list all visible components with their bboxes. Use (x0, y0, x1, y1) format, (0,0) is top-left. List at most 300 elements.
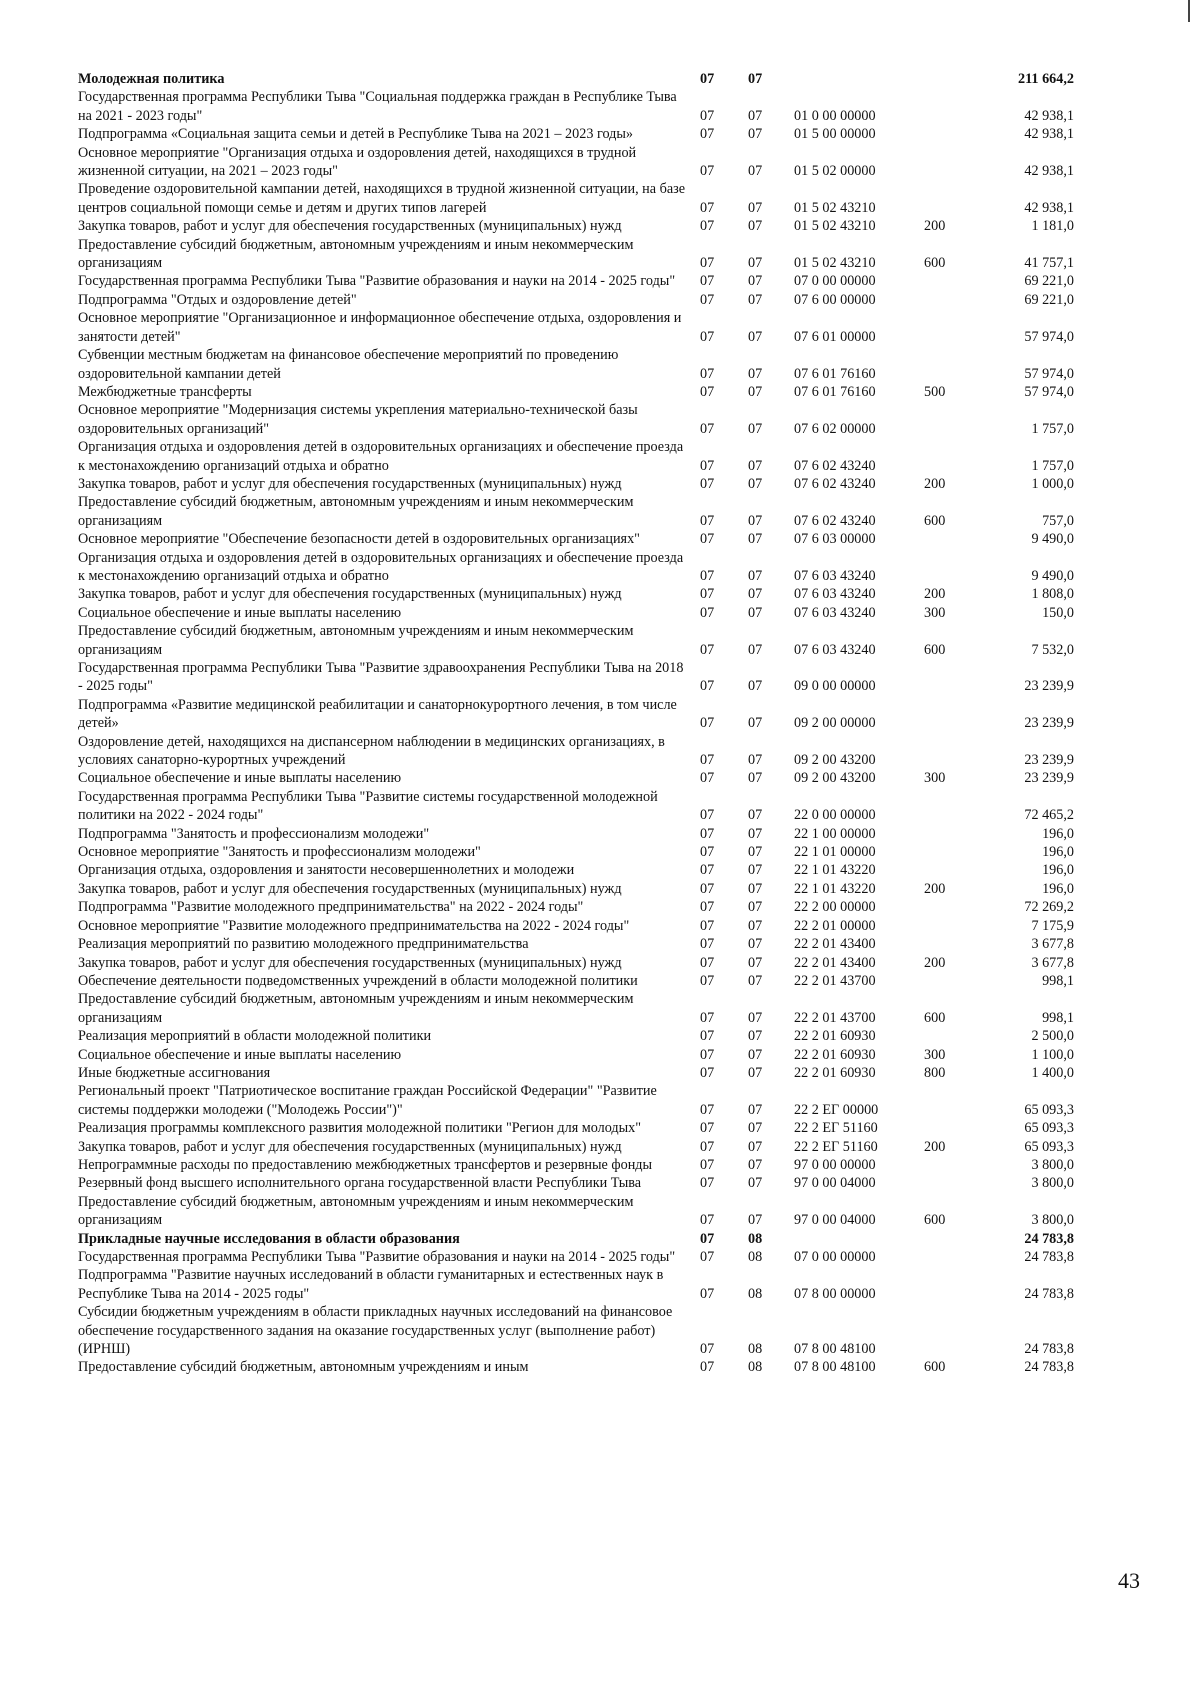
row-section-cell: 07 (700, 328, 715, 345)
row-section-cell: 07 (700, 1359, 715, 1376)
table-row (78, 972, 1128, 990)
table-row (78, 309, 1128, 346)
row-amount-cell: 23 239,9 (1024, 678, 1074, 695)
row-expense-type-cell: 200 (924, 475, 946, 492)
table-row (78, 1303, 1128, 1358)
row-name-cell: Субсидии бюджетным учреждениям в области прикладных научных исследований на финансовое обеспечение государственного задания на оказание государственных услуг (выполнение работ) (ИРНШ) (78, 1304, 673, 1358)
table-row (78, 88, 1128, 125)
row-expense-type-cell: 300 (924, 1046, 946, 1063)
row-subsection-cell: 07 (748, 715, 763, 732)
row-target-article-cell: 07 8 00 48100 (794, 1359, 876, 1376)
row-target-article-cell: 07 6 01 00000 (794, 328, 876, 345)
row-target-article-cell: 09 2 00 00000 (794, 715, 876, 732)
row-expense-type-cell: 600 (924, 1212, 946, 1229)
row-section-cell: 07 (700, 678, 715, 695)
table-row (78, 825, 1128, 843)
row-name-cell: Региональный проект "Патриотическое воспитание граждан Российской Федерации" "Развитие системы поддержки молодежи ("Молодежь России")" (78, 1083, 657, 1118)
row-target-article-cell: 22 2 ЕГ 00000 (794, 1101, 879, 1118)
row-subsection-cell: 07 (748, 126, 763, 143)
row-target-article-cell: 22 2 01 43400 (794, 954, 876, 971)
row-amount-cell: 211 664,2 (1018, 71, 1074, 87)
row-target-article-cell: 07 6 02 43240 (794, 457, 876, 474)
row-amount-cell: 3 677,8 (1031, 936, 1074, 953)
row-target-article-cell: 97 0 00 00000 (794, 1156, 876, 1173)
row-name-cell: Подпрограмма "Занятость и профессионализм молодежи" (78, 825, 430, 842)
row-name-cell: Прикладные научные исследования в области образования (78, 1230, 460, 1247)
row-expense-type-cell: 600 (924, 255, 946, 272)
table-row (78, 549, 1128, 586)
row-section-cell: 07 (700, 531, 715, 548)
table-row (78, 733, 1128, 770)
row-amount-cell: 9 490,0 (1031, 567, 1074, 584)
row-target-article-cell: 07 6 02 43240 (794, 475, 876, 492)
row-name-cell: Государственная программа Республики Тыва "Развитие здравоохранения Республики Тыва на 2018 - 2025 годы" (78, 660, 684, 695)
row-amount-cell: 7 175,9 (1031, 917, 1074, 934)
table-row (78, 954, 1128, 972)
row-section-cell: 07 (700, 126, 715, 143)
row-name-cell: Предоставление субсидий бюджетным, автономным учреждениям и иным некоммерческим организациям (78, 991, 634, 1026)
table-row (78, 843, 1128, 861)
row-amount-cell: 57 974,0 (1024, 328, 1074, 345)
row-target-article-cell: 07 8 00 48100 (794, 1341, 876, 1358)
row-subsection-cell: 07 (748, 752, 763, 769)
row-target-article-cell: 22 2 01 43400 (794, 936, 876, 953)
table-row (78, 1248, 1128, 1266)
row-target-article-cell: 07 6 01 76160 (794, 383, 876, 400)
table-row (78, 788, 1128, 825)
row-subsection-cell: 07 (748, 770, 763, 787)
row-name-cell: Основное мероприятие "Обеспечение безопасности детей в оздоровительных организациях" (78, 531, 640, 548)
section-row (78, 70, 1128, 88)
row-target-article-cell: 22 0 00 00000 (794, 807, 876, 824)
row-name-cell: Основное мероприятие "Организационное и информационное обеспечение отдыха, оздоровления и занятости детей" (78, 310, 682, 345)
row-section-cell: 07 (700, 586, 715, 603)
row-subsection-cell: 07 (748, 163, 763, 180)
row-section-cell: 07 (700, 880, 715, 897)
row-section-cell: 07 (700, 71, 715, 87)
row-name-cell: Закупка товаров, работ и услуг для обеспечения государственных (муниципальных) нужд (78, 880, 622, 897)
row-name-cell: Субвенции местным бюджетам на финансовое обеспечение мероприятий по проведению оздоровительной кампании детей (78, 347, 619, 382)
row-section-cell: 07 (700, 1156, 715, 1173)
page-number: 43 (1118, 1568, 1140, 1593)
table-row (78, 401, 1128, 438)
row-name-cell: Закупка товаров, работ и услуг для обеспечения государственных (муниципальных) нужд (78, 954, 622, 971)
row-section-cell: 07 (700, 567, 715, 584)
row-subsection-cell: 07 (748, 475, 763, 492)
table-row (78, 493, 1128, 530)
row-target-article-cell: 07 6 03 43240 (794, 586, 876, 603)
row-amount-cell: 24 783,8 (1024, 1285, 1074, 1302)
row-section-cell: 07 (700, 218, 715, 235)
table-row (78, 935, 1128, 953)
row-expense-type-cell: 600 (924, 512, 946, 529)
row-amount-cell: 23 239,9 (1024, 715, 1074, 732)
row-target-article-cell: 07 0 00 00000 (794, 1249, 876, 1265)
row-target-article-cell: 01 5 02 00000 (794, 163, 876, 180)
row-name-cell: Организация отдыха и оздоровления детей в оздоровительных организациях и обеспечение проезда к местонахождению организаций отдыха и обратно (78, 439, 684, 474)
row-expense-type-cell: 600 (924, 641, 946, 658)
row-amount-cell: 72 269,2 (1024, 899, 1074, 916)
row-target-article-cell: 97 0 00 04000 (794, 1212, 876, 1229)
row-name-cell: Закупка товаров, работ и услуг для обеспечения государственных (муниципальных) нужд (78, 1138, 622, 1155)
table-row (78, 1358, 1128, 1376)
row-subsection-cell: 08 (748, 1249, 763, 1265)
scan-edge-mark (1188, 0, 1190, 22)
row-subsection-cell: 07 (748, 365, 763, 382)
row-amount-cell: 998,1 (1042, 972, 1074, 989)
row-amount-cell: 42 938,1 (1024, 199, 1074, 216)
row-subsection-cell: 07 (748, 1046, 763, 1063)
row-name-cell: Подпрограмма "Отдых и оздоровление детей" (78, 291, 357, 308)
row-section-cell: 07 (700, 1101, 715, 1118)
row-section-cell: 07 (700, 255, 715, 272)
row-name-cell: Молодежная политика (78, 71, 225, 87)
table-row (78, 1119, 1128, 1137)
row-subsection-cell: 08 (748, 1230, 763, 1247)
row-amount-cell: 24 783,8 (1024, 1230, 1074, 1247)
row-section-cell: 07 (700, 1046, 715, 1063)
row-target-article-cell: 22 2 01 43700 (794, 972, 876, 989)
row-subsection-cell: 07 (748, 1120, 763, 1137)
table-row (78, 604, 1128, 622)
row-name-cell: Реализация программы комплексного развития молодежной политики "Регион для молодых" (78, 1120, 642, 1137)
row-name-cell: Организация отдыха и оздоровления детей в оздоровительных организациях и обеспечение проезда к местонахождению организаций отдыха и обратно (78, 549, 684, 584)
row-amount-cell: 3 800,0 (1031, 1156, 1074, 1173)
row-target-article-cell: 09 2 00 43200 (794, 770, 876, 787)
row-section-cell: 07 (700, 1285, 715, 1302)
row-section-cell: 07 (700, 365, 715, 382)
row-target-article-cell: 07 6 02 00000 (794, 420, 876, 437)
row-amount-cell: 3 800,0 (1031, 1212, 1074, 1229)
row-subsection-cell: 07 (748, 825, 763, 842)
row-target-article-cell: 07 6 01 76160 (794, 365, 876, 382)
table-row (78, 475, 1128, 493)
table-row (78, 1174, 1128, 1192)
row-subsection-cell: 08 (748, 1285, 763, 1302)
row-name-cell: Реализация мероприятий по развитию молодежного предпринимательства (78, 936, 529, 953)
table-row (78, 125, 1128, 143)
row-section-cell: 07 (700, 383, 715, 400)
table-row (78, 144, 1128, 181)
table-row (78, 585, 1128, 603)
row-name-cell: Закупка товаров, работ и услуг для обеспечения государственных (муниципальных) нужд (78, 475, 622, 492)
row-amount-cell: 9 490,0 (1031, 531, 1074, 548)
row-section-cell: 07 (700, 457, 715, 474)
row-target-article-cell: 22 2 ЕГ 51160 (794, 1138, 878, 1155)
row-subsection-cell: 07 (748, 604, 763, 621)
row-name-cell: Оздоровление детей, находящихся на диспансерном наблюдении в медицинских организациях, в условиях санаторно-курортных учреждений (78, 733, 665, 769)
row-subsection-cell: 07 (748, 1156, 763, 1173)
table-row (78, 291, 1128, 309)
row-name-cell: Предоставление субсидий бюджетным, автономным учреждениям и иным некоммерческим организациям (78, 623, 634, 658)
row-expense-type-cell: 200 (924, 586, 946, 603)
row-target-article-cell: 01 5 02 43210 (794, 255, 876, 272)
row-name-cell: Обеспечение деятельности подведомственных учреждений в области молодежной политики (78, 972, 638, 989)
row-name-cell: Основное мероприятие "Организация отдыха и оздоровления детей, находящихся в трудной жизненной ситуации, на 2021 – 2023 годы" (78, 144, 637, 180)
row-amount-cell: 1 757,0 (1031, 457, 1074, 474)
row-section-cell: 07 (700, 936, 715, 953)
row-section-cell: 07 (700, 917, 715, 934)
row-target-article-cell: 07 6 03 43240 (794, 567, 876, 584)
row-target-article-cell: 97 0 00 04000 (794, 1175, 876, 1192)
section-row (78, 1230, 1128, 1248)
row-section-cell: 07 (700, 1230, 715, 1247)
row-amount-cell: 69 221,0 (1024, 291, 1074, 308)
row-subsection-cell: 07 (748, 383, 763, 400)
table-row (78, 696, 1128, 733)
row-name-cell: Организация отдыха, оздоровления и занятости несовершеннолетних и молодежи (78, 862, 575, 879)
row-subsection-cell: 07 (748, 972, 763, 989)
row-name-cell: Основное мероприятие "Занятость и профессионализм молодежи" (78, 844, 481, 861)
row-subsection-cell: 07 (748, 807, 763, 824)
table-row (78, 622, 1128, 659)
table-row (78, 990, 1128, 1027)
row-amount-cell: 42 938,1 (1024, 163, 1074, 180)
row-name-cell: Основное мероприятие "Развитие молодежного предпринимательства на 2022 - 2024 годы" (78, 917, 630, 934)
table-row (78, 898, 1128, 916)
row-subsection-cell: 07 (748, 899, 763, 916)
row-expense-type-cell: 600 (924, 1359, 946, 1376)
row-section-cell: 07 (700, 1341, 715, 1358)
row-target-article-cell: 07 8 00 00000 (794, 1285, 876, 1302)
row-section-cell: 07 (700, 844, 715, 861)
row-amount-cell: 24 783,8 (1024, 1359, 1074, 1376)
row-section-cell: 07 (700, 420, 715, 437)
row-target-article-cell: 22 2 01 60930 (794, 1046, 876, 1063)
row-subsection-cell: 07 (748, 420, 763, 437)
row-target-article-cell: 09 0 00 00000 (794, 678, 876, 695)
row-subsection-cell: 07 (748, 862, 763, 879)
budget-table (78, 70, 1128, 1377)
row-name-cell: Социальное обеспечение и иные выплаты населению (78, 1046, 402, 1063)
row-subsection-cell: 07 (748, 1101, 763, 1118)
row-section-cell: 07 (700, 107, 715, 124)
row-section-cell: 07 (700, 825, 715, 842)
row-target-article-cell: 22 2 ЕГ 51160 (794, 1120, 878, 1137)
row-amount-cell: 3 677,8 (1031, 954, 1074, 971)
row-amount-cell: 196,0 (1042, 825, 1074, 842)
row-amount-cell: 196,0 (1042, 880, 1074, 897)
row-section-cell: 07 (700, 1064, 715, 1081)
row-amount-cell: 65 093,3 (1024, 1138, 1074, 1155)
row-section-cell: 07 (700, 770, 715, 787)
row-amount-cell: 23 239,9 (1024, 770, 1074, 787)
table-row (78, 1046, 1128, 1064)
row-section-cell: 07 (700, 604, 715, 621)
row-name-cell: Государственная программа Республики Тыва "Развитие образования и науки на 2014 - 2025 годы" (78, 273, 676, 290)
row-target-article-cell: 01 5 02 43210 (794, 199, 876, 216)
row-amount-cell: 1 400,0 (1031, 1064, 1074, 1081)
row-section-cell: 07 (700, 1028, 715, 1045)
row-target-article-cell: 22 1 00 00000 (794, 825, 876, 842)
row-subsection-cell: 07 (748, 71, 763, 87)
row-section-cell: 07 (700, 1009, 715, 1026)
table-row (78, 861, 1128, 879)
row-section-cell: 07 (700, 1249, 715, 1265)
row-name-cell: Реализация мероприятий в области молодежной политики (78, 1028, 432, 1045)
row-subsection-cell: 07 (748, 678, 763, 695)
row-subsection-cell: 08 (748, 1341, 763, 1358)
table-row (78, 659, 1128, 696)
row-subsection-cell: 07 (748, 273, 763, 290)
row-name-cell: Резервный фонд высшего исполнительного органа государственной власти Республики Тыва (78, 1175, 642, 1192)
row-name-cell: Государственная программа Республики Тыва "Развитие системы государственной молодежной политики на 2022 - 2024 годы" (78, 788, 658, 824)
row-amount-cell: 24 783,8 (1024, 1341, 1074, 1358)
row-target-article-cell: 01 0 00 00000 (794, 107, 876, 124)
row-name-cell: Подпрограмма «Социальная защита семьи и детей в Республике Тыва на 2021 – 2023 годы» (78, 126, 633, 143)
row-section-cell: 07 (700, 1120, 715, 1137)
row-target-article-cell: 01 5 00 00000 (794, 126, 876, 143)
row-target-article-cell: 07 6 03 43240 (794, 641, 876, 658)
table-row (78, 1266, 1128, 1303)
row-subsection-cell: 07 (748, 954, 763, 971)
row-name-cell: Подпрограмма «Развитие медицинской реабилитации и санаторнокурортного лечения, в том числе детей» (78, 696, 677, 732)
row-name-cell: Проведение оздоровительной кампании детей, находящихся в трудной жизненной ситуации, на базе центров социальной помощи семье и детям и других типов лагерей (78, 181, 686, 216)
row-subsection-cell: 07 (748, 457, 763, 474)
row-amount-cell: 1 181,0 (1031, 218, 1074, 235)
row-section-cell: 07 (700, 1212, 715, 1229)
row-expense-type-cell: 300 (924, 604, 946, 621)
row-subsection-cell: 07 (748, 917, 763, 934)
row-section-cell: 07 (700, 512, 715, 529)
row-subsection-cell: 07 (748, 1064, 763, 1081)
row-target-article-cell: 22 1 01 00000 (794, 844, 876, 861)
row-section-cell: 07 (700, 862, 715, 879)
row-amount-cell: 3 800,0 (1031, 1175, 1074, 1192)
row-amount-cell: 7 532,0 (1031, 641, 1074, 658)
table-row (78, 180, 1128, 217)
row-section-cell: 07 (700, 475, 715, 492)
row-section-cell: 07 (700, 899, 715, 916)
row-amount-cell: 42 938,1 (1024, 107, 1074, 124)
row-name-cell: Непрограммные расходы по предоставлению межбюджетных трансфертов и резервные фонды (78, 1156, 653, 1173)
row-expense-type-cell: 800 (924, 1064, 946, 1081)
row-amount-cell: 65 093,3 (1024, 1101, 1074, 1118)
row-name-cell: Предоставление субсидий бюджетным, автономным учреждениям и иным (78, 1359, 529, 1376)
row-target-article-cell: 01 5 02 43210 (794, 218, 876, 235)
row-name-cell: Предоставление субсидий бюджетным, автономным учреждениям и иным некоммерческим организациям (78, 494, 634, 529)
row-expense-type-cell: 200 (924, 1138, 946, 1155)
row-section-cell: 07 (700, 163, 715, 180)
row-expense-type-cell: 200 (924, 880, 946, 897)
row-name-cell: Межбюджетные трансферты (78, 383, 252, 400)
row-amount-cell: 65 093,3 (1024, 1120, 1074, 1137)
row-amount-cell: 69 221,0 (1024, 273, 1074, 290)
table-row (78, 1064, 1128, 1082)
row-name-cell: Государственная программа Республики Тыва "Развитие образования и науки на 2014 - 2025 годы" (78, 1249, 676, 1265)
row-name-cell: Социальное обеспечение и иные выплаты населению (78, 604, 402, 621)
table-row (78, 236, 1128, 273)
row-expense-type-cell: 300 (924, 770, 946, 787)
row-subsection-cell: 08 (748, 1359, 763, 1376)
row-subsection-cell: 07 (748, 1175, 763, 1192)
row-section-cell: 07 (700, 972, 715, 989)
row-amount-cell: 196,0 (1042, 844, 1074, 861)
table-row (78, 769, 1128, 787)
row-name-cell: Подпрограмма "Развитие научных исследований в области гуманитарных и естественных наук в Республике Тыва на 2014 - 2025 годы" (78, 1267, 664, 1302)
row-name-cell: Закупка товаров, работ и услуг для обеспечения государственных (муниципальных) нужд (78, 218, 622, 235)
row-name-cell: Предоставление субсидий бюджетным, автономным учреждениям и иным некоммерческим организациям (78, 236, 634, 272)
row-target-article-cell: 22 2 00 00000 (794, 899, 876, 916)
row-section-cell: 07 (700, 807, 715, 824)
row-section-cell: 07 (700, 273, 715, 290)
row-amount-cell: 57 974,0 (1024, 365, 1074, 382)
row-expense-type-cell: 500 (924, 383, 946, 400)
row-amount-cell: 757,0 (1042, 512, 1074, 529)
row-subsection-cell: 07 (748, 880, 763, 897)
row-amount-cell: 196,0 (1042, 862, 1074, 879)
row-section-cell: 07 (700, 752, 715, 769)
row-section-cell: 07 (700, 641, 715, 658)
table-row (78, 1027, 1128, 1045)
row-subsection-cell: 07 (748, 936, 763, 953)
table-row (78, 1156, 1128, 1174)
row-amount-cell: 1 000,0 (1031, 475, 1074, 492)
row-name-cell: Государственная программа Республики Тыва "Социальная поддержка граждан в Республике Тыва на 2021 - 2023 годы" (78, 89, 677, 124)
table-row (78, 383, 1128, 401)
row-amount-cell: 1 757,0 (1031, 420, 1074, 437)
row-subsection-cell: 07 (748, 199, 763, 216)
row-target-article-cell: 22 1 01 43220 (794, 862, 876, 879)
row-subsection-cell: 07 (748, 586, 763, 603)
row-target-article-cell: 07 6 03 43240 (794, 604, 876, 621)
row-target-article-cell: 07 0 00 00000 (794, 273, 876, 290)
row-target-article-cell: 07 6 03 00000 (794, 531, 876, 548)
row-subsection-cell: 07 (748, 107, 763, 124)
row-subsection-cell: 07 (748, 1138, 763, 1155)
row-amount-cell: 72 465,2 (1024, 807, 1074, 824)
row-subsection-cell: 07 (748, 531, 763, 548)
row-name-cell: Иные бюджетные ассигнования (78, 1064, 271, 1081)
row-expense-type-cell: 200 (924, 954, 946, 971)
row-target-article-cell: 22 2 01 60930 (794, 1028, 876, 1045)
row-amount-cell: 23 239,9 (1024, 752, 1074, 769)
table-row (78, 217, 1128, 235)
table-row (78, 438, 1128, 475)
table-row (78, 917, 1128, 935)
row-amount-cell: 2 500,0 (1031, 1028, 1074, 1045)
row-target-article-cell: 22 2 01 43700 (794, 1009, 876, 1026)
row-subsection-cell: 07 (748, 218, 763, 235)
row-expense-type-cell: 200 (924, 218, 946, 235)
table-row (78, 530, 1128, 548)
row-section-cell: 07 (700, 1138, 715, 1155)
row-expense-type-cell: 600 (924, 1009, 946, 1026)
row-subsection-cell: 07 (748, 844, 763, 861)
row-amount-cell: 42 938,1 (1024, 126, 1074, 143)
row-section-cell: 07 (700, 291, 715, 308)
table-row (78, 880, 1128, 898)
row-subsection-cell: 07 (748, 641, 763, 658)
row-subsection-cell: 07 (748, 1028, 763, 1045)
row-name-cell: Социальное обеспечение и иные выплаты населению (78, 770, 402, 787)
row-section-cell: 07 (700, 715, 715, 732)
row-target-article-cell: 07 6 00 00000 (794, 291, 876, 308)
table-row (78, 272, 1128, 290)
row-subsection-cell: 07 (748, 291, 763, 308)
row-subsection-cell: 07 (748, 512, 763, 529)
row-name-cell: Основное мероприятие "Модернизация системы укрепления материально-технической базы оздоровительных организаций" (78, 402, 638, 437)
row-amount-cell: 1 808,0 (1031, 586, 1074, 603)
row-subsection-cell: 07 (748, 1212, 763, 1229)
row-subsection-cell: 07 (748, 567, 763, 584)
row-target-article-cell: 07 6 02 43240 (794, 512, 876, 529)
row-amount-cell: 1 100,0 (1031, 1046, 1074, 1063)
row-section-cell: 07 (700, 954, 715, 971)
row-amount-cell: 150,0 (1042, 604, 1074, 621)
row-name-cell: Подпрограмма "Развитие молодежного предпринимательства" на 2022 - 2024 годы" (78, 899, 584, 916)
row-section-cell: 07 (700, 199, 715, 216)
